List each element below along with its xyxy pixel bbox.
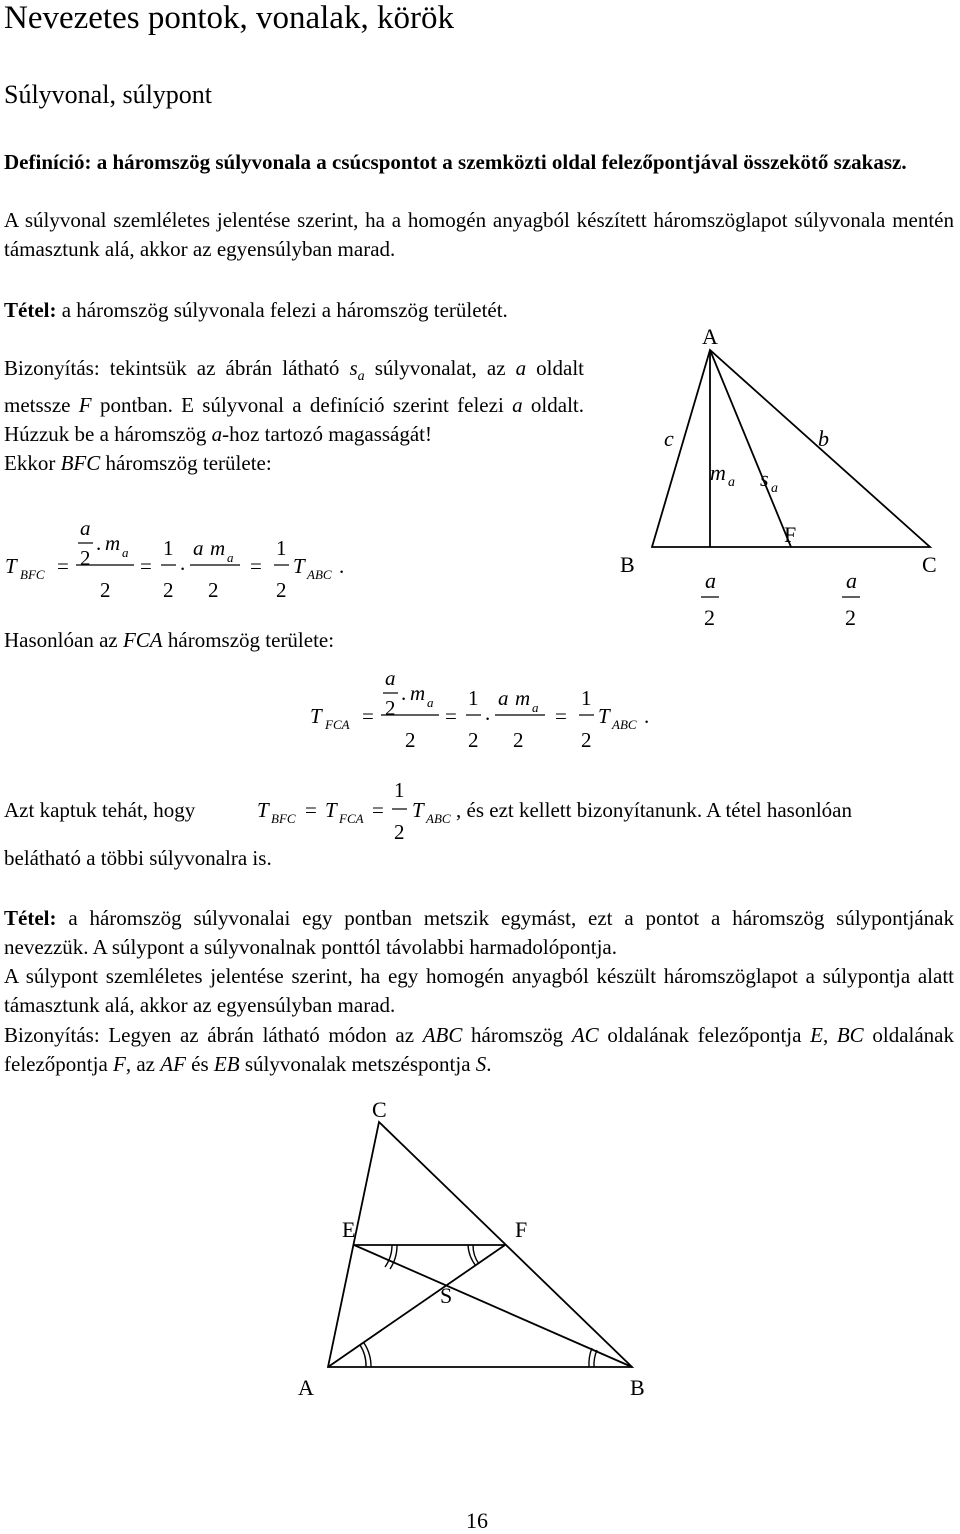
svg-text:ABC: ABC — [426, 811, 451, 826]
svg-text:=: = — [250, 554, 262, 578]
half-side-left-den: 2 — [704, 605, 715, 630]
svg-text:2: 2 — [385, 696, 396, 720]
theorem-2-label: Tétel: — [4, 906, 57, 930]
theorem-2-text: a háromszög súlyvonalai egy pontban metszik egymást, ezt a pontot a háromszög súlypontjának nevezzük. A súlypont a súlyvonalnak ponttól távolabbi harmadolópontja. — [4, 906, 954, 959]
svg-text:2: 2 — [581, 728, 592, 752]
svg-text:a: a — [227, 550, 234, 565]
svg-text:m: m — [210, 536, 226, 560]
svg-text:m: m — [105, 531, 121, 555]
svg-text:=: = — [305, 798, 317, 822]
svg-text:T: T — [5, 554, 17, 578]
svg-text:T: T — [325, 798, 337, 822]
section-title: Súlyvonal, súlypont — [4, 80, 213, 109]
svg-text:.: . — [96, 531, 102, 555]
svg-text:ABC: ABC — [612, 717, 637, 732]
vertex-a2-label: A — [298, 1375, 314, 1395]
vertex-b2-label: B — [630, 1375, 645, 1395]
svg-text:2: 2 — [405, 728, 416, 752]
svg-text:a: a — [80, 516, 91, 540]
half-side-left-num: a — [705, 568, 716, 593]
proof-2-paragraph: Bizonyítás: Legyen az ábrán látható módon az ABC háromszög AC oldalának felezőpontja E, BC oldalának felezőpontja F, az AF és EB súlyvonalak metszéspontja S. — [4, 1023, 954, 1076]
theorem-1-paragraph — [4, 296, 584, 325]
half-side-right-num: a — [846, 568, 857, 593]
svg-text:m: m — [515, 686, 531, 710]
conclusion-middle: , és ezt kellett bizonyítanunk. A tétel hasonlóan — [456, 798, 852, 822]
svg-text:=: = — [57, 554, 69, 578]
point-f-label: F — [784, 522, 797, 547]
svg-text:BFC: BFC — [271, 811, 296, 826]
intuition-paragraph-2: A súlypont szemléletes jelentése szerint, ha egy homogén anyagból készült háromszöglapot a súlypontja alatt támasztunk alá, akkor az egyensúlyban marad. — [4, 964, 954, 1017]
similarly-line: Hasonlóan az FCA háromszög területe: — [4, 628, 335, 652]
svg-text:a: a — [532, 700, 539, 715]
svg-text:=: = — [372, 798, 384, 822]
svg-text:T: T — [293, 554, 305, 578]
svg-text:BFC: BFC — [20, 567, 45, 582]
definition-paragraph — [4, 148, 954, 177]
svg-text:2: 2 — [468, 728, 479, 752]
median-eb — [354, 1245, 632, 1367]
side-b-label: b — [818, 426, 829, 451]
page-title: Nevezetes pontok, vonalak, körök — [4, 0, 454, 36]
svg-text:1: 1 — [581, 686, 592, 710]
svg-text:1: 1 — [163, 536, 174, 560]
svg-text:a: a — [771, 481, 778, 496]
equation-fca — [305, 655, 665, 755]
altitude-label: m — [710, 460, 726, 485]
conclusion-end: belátható a többi súlyvonalra is. — [4, 846, 272, 870]
svg-text:a: a — [427, 695, 434, 710]
point-f2-label: F — [515, 1217, 528, 1242]
vertex-b-label: B — [620, 552, 635, 577]
conclusion-start: Azt kaptuk tehát, hogy — [4, 798, 196, 822]
svg-text:FCA: FCA — [325, 717, 350, 732]
svg-text:a: a — [498, 686, 509, 710]
definition-text: a háromszög súlyvonala a csúcspontot a szemközti oldal felezőpontjával összekötő szakasz. — [91, 150, 907, 174]
intuition-paragraph-1: A súlyvonal szemléletes jelentése szerint, ha a homogén anyagból készített háromszöglapot súlyvonala mentén támasztunk alá, akkor az egyensúlyban marad. — [4, 208, 954, 261]
svg-text:2: 2 — [208, 578, 219, 602]
proof-1-paragraph: Bizonyítás: tekintsük az ábrán látható $s_a$ súlyvonalat, az a oldalt metssze F pontban. E súlyvonal a definíció szerint felezi a oldalt. Húzzuk be a háromszög a-hoz tartozó magasságát! Ekkor BFC háromszög területe: — [4, 356, 585, 476]
point-e-label: E — [342, 1217, 356, 1242]
point-s-label: S — [440, 1283, 453, 1308]
svg-text:2: 2 — [100, 578, 111, 602]
svg-text:=: = — [555, 704, 567, 728]
svg-text:T: T — [598, 704, 610, 728]
figure-median-triangle — [600, 320, 960, 640]
svg-text:2: 2 — [394, 820, 405, 844]
page-number: 16 — [466, 1508, 488, 1533]
svg-text:.: . — [339, 554, 345, 578]
svg-text:2: 2 — [163, 578, 174, 602]
triangle-abc — [652, 350, 930, 547]
theorem-2-paragraph — [4, 904, 954, 962]
vertex-c-label: C — [922, 552, 937, 577]
svg-text:.: . — [401, 681, 407, 705]
svg-text:1: 1 — [468, 686, 479, 710]
svg-text:a: a — [193, 536, 204, 560]
svg-text:T: T — [412, 798, 424, 822]
svg-text:T: T — [310, 704, 322, 728]
svg-text:ABC: ABC — [307, 567, 332, 582]
side-c-label: c — [664, 426, 674, 451]
svg-text:T: T — [257, 798, 269, 822]
svg-text:=: = — [362, 704, 374, 728]
svg-text:.: . — [180, 551, 186, 575]
vertex-c2-label: C — [372, 1097, 387, 1122]
definition-label: Definíció: — [4, 150, 92, 174]
svg-text:m: m — [410, 681, 426, 705]
svg-text:a: a — [385, 666, 396, 690]
figure-centroid-triangle — [280, 1095, 680, 1395]
svg-text:1: 1 — [276, 536, 287, 560]
svg-text:2: 2 — [80, 546, 91, 570]
svg-text:.: . — [485, 701, 491, 725]
median-label: s — [760, 466, 769, 491]
equation-conclusion — [252, 775, 462, 845]
median-line — [710, 350, 791, 547]
equation-bfc — [0, 505, 360, 605]
vertex-a-label: A — [702, 324, 718, 349]
svg-text:=: = — [140, 554, 152, 578]
theorem-1-label: Tétel: — [4, 298, 57, 322]
svg-text:.: . — [644, 704, 650, 728]
svg-text:=: = — [445, 704, 457, 728]
half-side-right-den: 2 — [845, 605, 856, 630]
svg-text:1: 1 — [394, 778, 405, 802]
svg-text:2: 2 — [513, 728, 524, 752]
svg-text:2: 2 — [276, 578, 287, 602]
svg-text:a: a — [728, 475, 735, 490]
svg-text:a: a — [122, 545, 129, 560]
svg-text:FCA: FCA — [339, 811, 364, 826]
theorem-1-text: a háromszög súlyvonala felezi a háromszög területét. — [56, 298, 508, 322]
